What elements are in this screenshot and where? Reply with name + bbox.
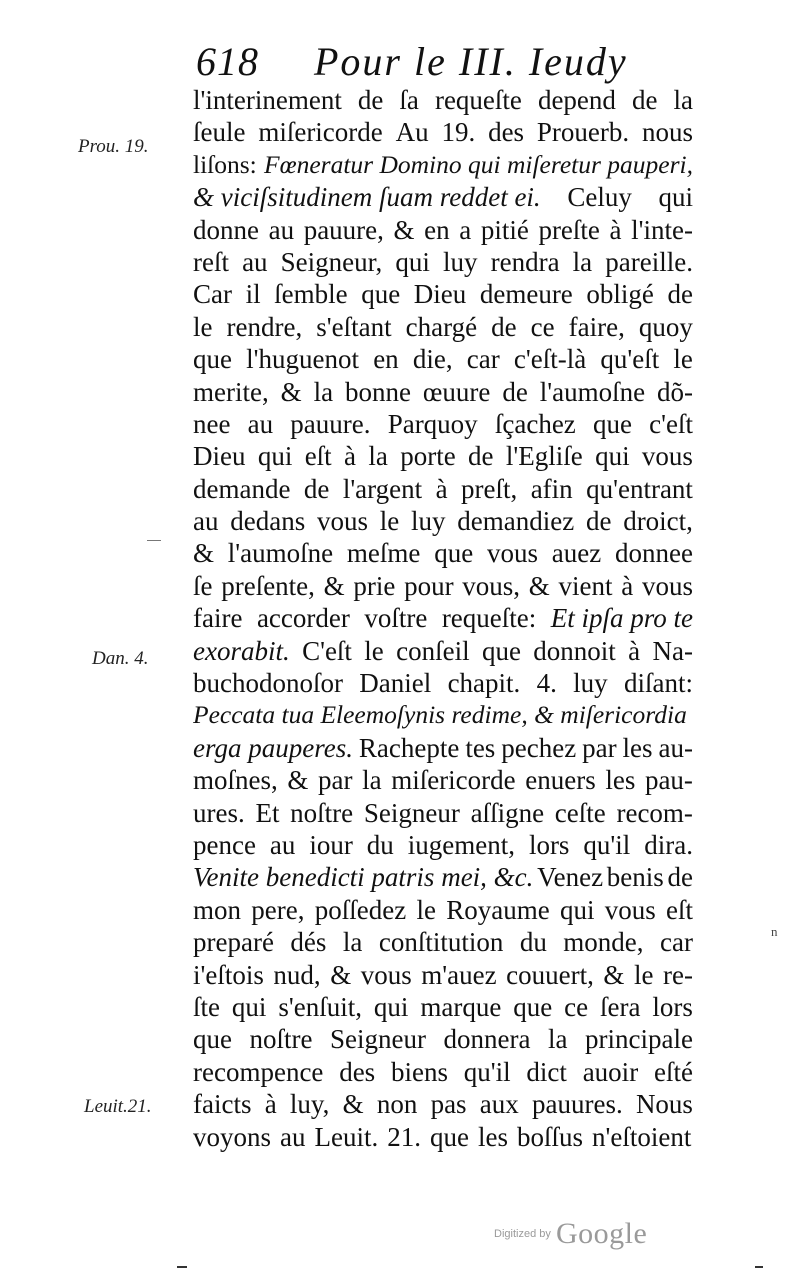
word: l'aumoſne: [227, 538, 334, 569]
word: que: [513, 991, 553, 1022]
word: afin: [530, 473, 573, 504]
word: luy: [443, 246, 478, 277]
word: aſſigne: [470, 797, 545, 828]
word: eſté: [653, 1056, 693, 1087]
word: &: [330, 959, 352, 990]
word: principale: [585, 1024, 693, 1055]
word: vous,: [462, 570, 521, 601]
word: au: [193, 506, 219, 537]
body-text: [193, 84, 693, 1153]
word: qui: [658, 182, 693, 213]
word: n'eſtoient: [591, 1121, 692, 1152]
word: tes: [465, 732, 496, 763]
word: la: [362, 765, 382, 796]
text-line: [193, 376, 693, 408]
italic-word: Fœneratur Domino qui miſeretur pauperi,: [264, 149, 693, 179]
word: Leuit.: [314, 1121, 379, 1152]
word: du: [366, 829, 394, 860]
word: l'Egliſe: [505, 441, 583, 472]
word: donnera: [443, 1024, 531, 1055]
word: les: [622, 732, 653, 763]
word: à: [264, 1089, 277, 1120]
bottom-tick-right: [755, 1266, 763, 1268]
word: boſſus: [516, 1121, 583, 1152]
word: ceſte: [554, 797, 606, 828]
word: demandiez: [457, 506, 575, 537]
word: de: [357, 85, 384, 115]
word: ſera: [600, 991, 641, 1022]
italic-word: Et ipſa pro te: [550, 603, 693, 634]
word: de: [502, 376, 528, 407]
text-line: [193, 278, 693, 310]
word: poſſedez: [314, 894, 407, 925]
word: qui: [373, 991, 409, 1022]
word: à: [609, 214, 622, 245]
text-line: [193, 505, 693, 537]
word: pour: [404, 570, 454, 601]
word: preſte: [538, 214, 600, 245]
word: par: [582, 732, 617, 763]
word: que: [193, 1024, 232, 1055]
text-line: [193, 1056, 693, 1088]
running-title: Pour le III. Ieudy: [314, 39, 628, 84]
word: de: [303, 473, 330, 504]
word: l'aumoſne: [539, 376, 646, 407]
word: marque: [420, 991, 502, 1022]
word: la: [342, 927, 363, 958]
word: pechez: [501, 732, 577, 763]
word: ſa: [399, 85, 419, 115]
word: qui: [595, 441, 630, 472]
word: pau-: [644, 765, 693, 796]
word: noſtre: [249, 1024, 313, 1055]
word: rendra: [490, 246, 560, 277]
word: l'interinement: [193, 85, 342, 115]
text-line: [193, 699, 693, 731]
word: de: [667, 279, 693, 310]
word: l'argent: [342, 473, 423, 504]
word: auez: [551, 538, 602, 569]
word: qu'eſt: [600, 344, 660, 375]
word: diſant:: [623, 668, 693, 699]
word: lors: [528, 829, 570, 860]
word: enuers: [525, 765, 596, 796]
word: &: [393, 214, 415, 245]
word: la: [547, 1024, 568, 1055]
word: au: [280, 1121, 306, 1152]
word: moſnes,: [193, 765, 278, 796]
word: le: [193, 311, 213, 342]
word: qu'il: [583, 829, 631, 860]
word: ce: [564, 991, 589, 1022]
word: la: [368, 441, 388, 472]
word: &: [287, 765, 309, 796]
text-line: [193, 667, 693, 699]
text-line: [193, 473, 693, 505]
page-header: [196, 38, 696, 86]
stray-mark: n: [771, 924, 778, 939]
word: dedans: [230, 506, 306, 537]
word: lors: [652, 991, 693, 1022]
word: Car: [193, 279, 232, 310]
word: pitié: [480, 214, 529, 245]
italic-word: & viciſsitudinem ſuam reddet ei.: [193, 182, 541, 213]
word: requeſte: [434, 85, 522, 115]
text-line: [193, 1023, 693, 1055]
word: Celuy: [567, 182, 632, 213]
word: que: [481, 635, 521, 666]
word: accorder: [256, 603, 350, 634]
word: eſt: [665, 894, 693, 925]
word: en: [424, 214, 450, 245]
word: Au: [395, 117, 429, 148]
margin-note-proverbs: Prou. 19.: [78, 136, 149, 157]
watermark-logo-text: Google: [555, 1217, 648, 1250]
word: que: [429, 1121, 469, 1152]
word: C'eſt: [302, 635, 352, 666]
word: quoy: [638, 311, 693, 342]
text-line: [193, 440, 693, 472]
word: Dieu: [413, 279, 467, 310]
word: conſeil: [396, 635, 470, 666]
word: non: [376, 1089, 418, 1120]
text-line: [193, 181, 693, 213]
word: de: [468, 441, 494, 472]
word: ſte: [193, 991, 220, 1022]
word: qui: [231, 991, 267, 1022]
word: voyons: [193, 1121, 272, 1152]
text-line: [193, 1088, 693, 1120]
italic-word: erga pauperes.: [193, 732, 353, 763]
watermark-small-text: Digitized by: [494, 1228, 551, 1240]
word: l'huguenot: [246, 344, 360, 375]
word: luy: [573, 668, 608, 699]
word: requeſte:: [441, 603, 537, 634]
word: a: [459, 214, 472, 245]
word: du: [519, 927, 547, 958]
word: Seigneur: [330, 1024, 426, 1055]
word: donnee: [614, 538, 693, 569]
word: dira.: [644, 829, 693, 860]
word: qui: [257, 441, 293, 472]
word: pauure.: [290, 408, 371, 439]
word: &: [323, 570, 345, 601]
word: pareille.: [605, 246, 693, 277]
word: &: [528, 570, 550, 601]
word: Prouerb.: [536, 117, 630, 148]
italic-word: exorabit.: [193, 635, 290, 666]
text-line: [193, 959, 693, 991]
word: ſemble: [274, 279, 348, 310]
word: au: [269, 829, 296, 860]
word: eſt: [304, 441, 332, 472]
word: vous: [604, 894, 656, 925]
text-line: [193, 829, 693, 861]
word: car: [660, 927, 693, 958]
word: faire,: [568, 311, 625, 342]
word: Parquoy: [387, 408, 478, 439]
word: par: [317, 765, 353, 796]
word: dõ-: [656, 376, 693, 407]
word: de: [491, 311, 517, 342]
digitized-watermark: [494, 1217, 647, 1251]
word: meſme: [346, 538, 421, 569]
text-line: [193, 343, 693, 375]
word: s'enſuit,: [278, 991, 362, 1022]
word: Seigneur,: [280, 246, 383, 277]
word: 21.: [387, 1121, 421, 1152]
word: merite,: [193, 376, 269, 407]
word: benis: [606, 862, 664, 893]
word: miſericorde: [258, 117, 383, 148]
word: re-: [662, 959, 693, 990]
word: luy,: [289, 1089, 330, 1120]
word: c'eſt: [649, 408, 693, 439]
word: depend: [537, 85, 616, 115]
word: ſçachez: [494, 408, 576, 439]
word: mon: [193, 894, 242, 925]
word: Et: [255, 797, 280, 828]
word: bonne: [345, 376, 411, 407]
word: le: [416, 894, 436, 925]
italic-word: Peccata tua Eleemoſynis redime, & miſericordia: [193, 700, 687, 730]
word: luy: [410, 506, 446, 537]
word: que: [434, 538, 474, 569]
bottom-tick-left: [177, 1266, 187, 1268]
text-line: [193, 602, 693, 634]
text-line: [193, 894, 693, 926]
text-line: [193, 214, 693, 246]
word: Dieu: [193, 441, 246, 472]
word: faicts: [193, 1089, 252, 1120]
text-line: [193, 537, 693, 569]
word: au: [268, 214, 295, 245]
word: les: [605, 765, 636, 796]
word: nud,: [273, 959, 321, 990]
word: recompence: [193, 1056, 324, 1087]
word: dict: [526, 1056, 567, 1087]
word: à: [628, 635, 641, 666]
word: obligé: [586, 279, 654, 310]
text-line: [193, 408, 693, 440]
word: de: [667, 862, 693, 893]
word: nous: [641, 117, 693, 148]
word: au: [242, 246, 268, 277]
word: que: [193, 344, 232, 375]
word: &: [193, 538, 215, 569]
word: au: [247, 408, 274, 439]
word: Daniel: [359, 668, 432, 699]
word: reſt: [193, 246, 229, 277]
word: rendre,: [226, 311, 303, 342]
text-line: [193, 246, 693, 278]
word: la: [313, 376, 334, 407]
word: buchodonoſor: [193, 668, 343, 699]
word: qui: [559, 894, 595, 925]
word: c'eſt-là: [513, 344, 587, 375]
page-number: 618: [196, 39, 259, 84]
word: miſericorde: [391, 765, 516, 796]
text-line: [193, 635, 693, 667]
word: le: [364, 635, 384, 666]
word: l'inte-: [631, 214, 693, 245]
word: vous: [360, 959, 412, 990]
word: vous: [486, 538, 538, 569]
word: aux: [479, 1089, 519, 1120]
word: des: [339, 1056, 376, 1087]
word: qu'il: [463, 1056, 511, 1087]
word: recom-: [616, 797, 693, 828]
word: pence: [193, 829, 256, 860]
word: à: [344, 441, 357, 472]
word: de: [585, 506, 612, 537]
word: iour: [309, 829, 353, 860]
word: voſtre: [364, 603, 428, 634]
text-line: [193, 732, 693, 764]
text-line: [193, 797, 693, 829]
word: le: [633, 959, 654, 990]
text-line: [193, 1121, 693, 1153]
word: il: [245, 279, 261, 310]
word: s'eſtant: [316, 311, 392, 342]
text-line: [193, 311, 693, 343]
word: porte: [400, 441, 456, 472]
word: Nous: [635, 1089, 693, 1120]
text-line: [193, 861, 693, 893]
word: donne: [193, 214, 259, 245]
word: vient: [558, 570, 613, 601]
word: 4.: [536, 668, 557, 699]
word: droict,: [623, 506, 693, 537]
word: pas: [430, 1089, 467, 1120]
word: biens: [390, 1056, 448, 1087]
word: iugement,: [407, 829, 515, 860]
word: monde,: [563, 927, 644, 958]
text-line: [193, 926, 693, 958]
word: vous: [641, 570, 693, 601]
word: chapit.: [447, 668, 521, 699]
word: à: [435, 473, 448, 504]
word: ſeule: [193, 117, 246, 148]
word: la: [673, 85, 693, 115]
word: vous: [316, 506, 368, 537]
word: nee: [193, 408, 231, 439]
word: vous: [641, 441, 693, 472]
margin-tick: [147, 540, 161, 541]
word: pauure,: [303, 214, 384, 245]
word: couuert,: [506, 959, 594, 990]
word: donnoit: [533, 635, 616, 666]
word: qu'entrant: [586, 473, 693, 504]
word: chargé: [405, 311, 478, 342]
word: dés: [290, 927, 327, 958]
word: pauures.: [532, 1089, 623, 1120]
word: pere,: [251, 894, 305, 925]
word: Seigneur: [363, 797, 460, 828]
word: le: [379, 506, 400, 537]
word: ce: [530, 311, 555, 342]
word: Royaume: [446, 894, 550, 925]
word: auoir: [582, 1056, 639, 1087]
text-line: [193, 149, 693, 181]
italic-word: Venite benedicti patris mei, &c.: [193, 862, 534, 893]
word: œuure: [422, 376, 491, 407]
word: die,: [412, 344, 453, 375]
margin-note-leviticus: Leuit.21.: [84, 1096, 152, 1117]
word: 19.: [441, 117, 476, 148]
word: preparé: [193, 927, 274, 958]
word: de: [631, 85, 658, 115]
word: Na-: [652, 635, 693, 666]
word: les: [477, 1121, 508, 1152]
word: &: [603, 959, 625, 990]
word: Venez: [537, 862, 604, 893]
word: la: [572, 246, 593, 277]
text-line: [193, 116, 693, 148]
word: preſente,: [221, 570, 315, 601]
word: noſtre: [290, 797, 354, 828]
text-line: [193, 991, 693, 1023]
word: à: [621, 570, 634, 601]
word: i'eſtois: [193, 959, 264, 990]
word: que: [592, 408, 632, 439]
word: en: [373, 344, 399, 375]
word: que: [361, 279, 401, 310]
word: au-: [658, 732, 693, 763]
text-line: [193, 570, 693, 602]
word: conſtitution: [378, 927, 504, 958]
word: &: [280, 376, 302, 407]
word: Rachepte: [358, 732, 460, 763]
text-line: [193, 84, 693, 116]
word: qui: [395, 246, 430, 277]
text-line: [193, 764, 693, 796]
word: ſe: [193, 570, 213, 601]
margin-note-daniel: Dan. 4.: [92, 648, 149, 669]
word: faire: [193, 603, 243, 634]
word: demeure: [479, 279, 573, 310]
word: le: [673, 344, 693, 375]
word: m'auez: [421, 959, 497, 990]
word: ures.: [193, 797, 245, 828]
word: prie: [353, 570, 396, 601]
word: des: [488, 117, 525, 148]
word: preſt,: [461, 473, 518, 504]
word: &: [342, 1089, 364, 1120]
word: liſons:: [193, 149, 257, 179]
word: demande: [193, 473, 291, 504]
word: car: [466, 344, 500, 375]
